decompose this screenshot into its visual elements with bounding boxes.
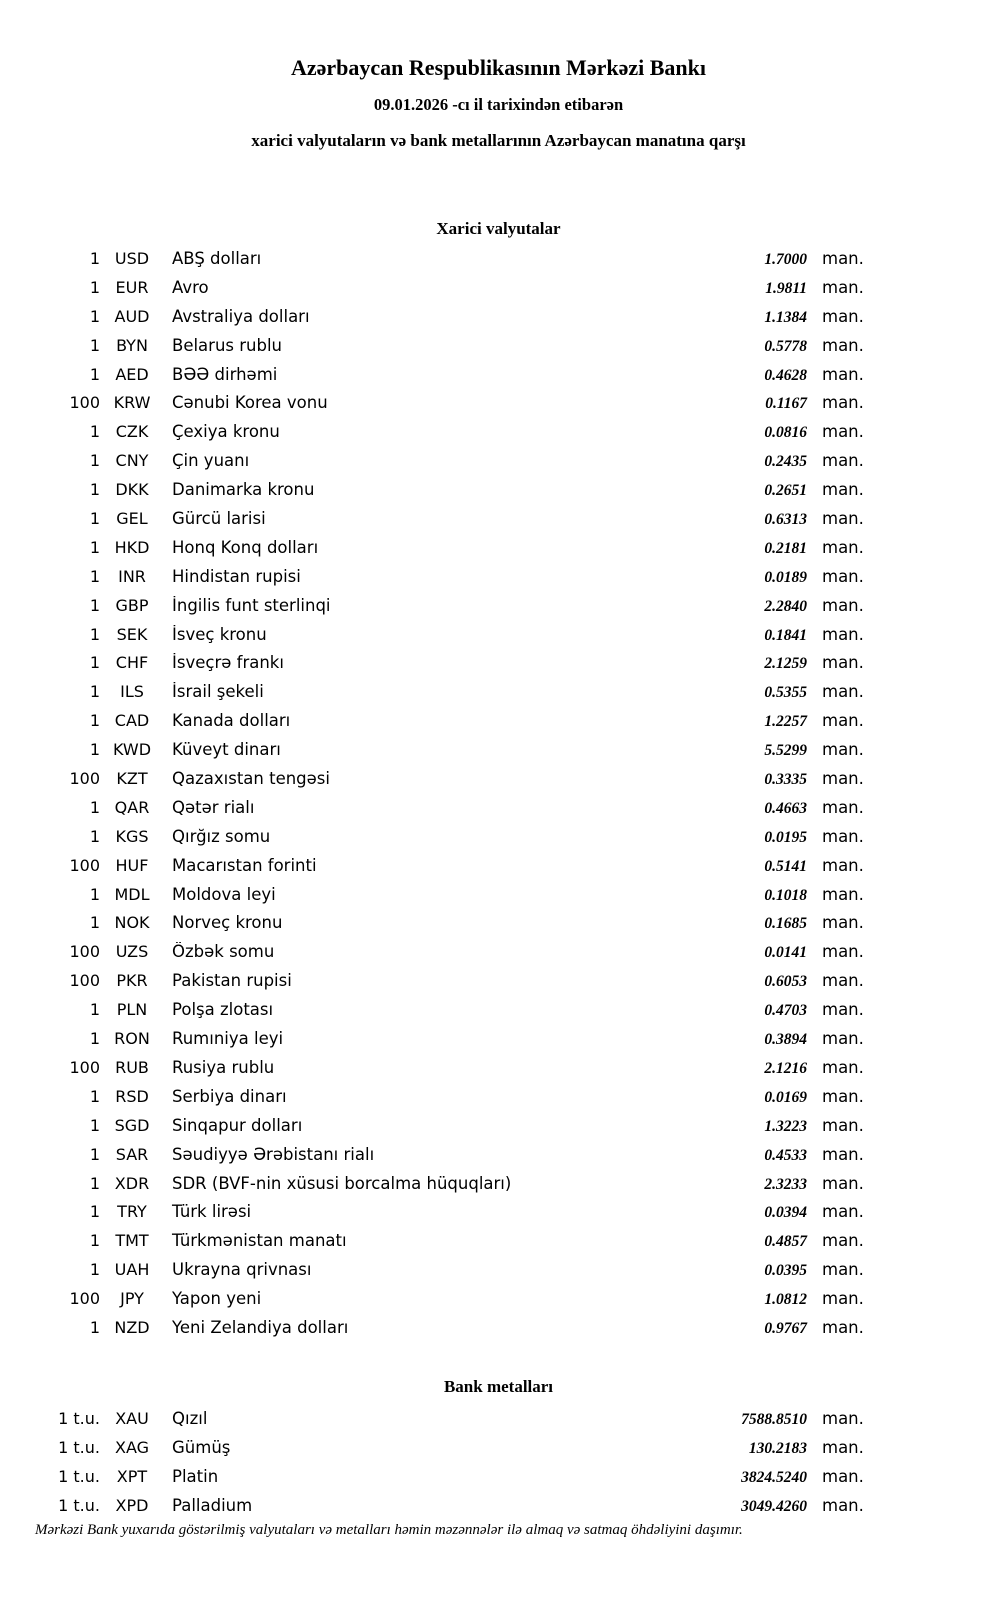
rate-value: 0.4703: [764, 1002, 807, 1020]
rate-row: [44, 1202, 888, 1231]
rate-value: 0.3335: [764, 771, 807, 789]
quantity: 1: [89, 797, 100, 817]
quantity: 1: [89, 653, 100, 673]
currency-code: RON: [114, 1029, 150, 1049]
quantity: 1 t.u.: [58, 1408, 100, 1428]
rate-row: [44, 1318, 888, 1347]
rate-row: [44, 1058, 888, 1087]
rate-value: 0.3894: [764, 1031, 807, 1049]
quantity: 100: [69, 769, 100, 789]
rate-row: [44, 278, 888, 307]
rate-row: [44, 249, 888, 278]
currency-name: Rumıniya leyi: [172, 1029, 284, 1049]
rate-value: 1.2257: [764, 713, 807, 731]
unit-label: man.: [822, 913, 864, 933]
rate-row: [44, 596, 888, 625]
currency-code: XAG: [114, 1437, 150, 1457]
currency-name: Gürcü larisi: [172, 509, 266, 529]
unit-label: man.: [822, 769, 864, 789]
currency-name: Kanada dolları: [172, 711, 291, 731]
rate-row: [44, 1409, 888, 1438]
unit-label: man.: [822, 566, 864, 586]
rate-row: [44, 480, 888, 509]
quantity: 1: [89, 1202, 100, 1222]
quantity: 1: [89, 335, 100, 355]
unit-label: man.: [822, 595, 864, 615]
page-subtitle: xarici valyutaların və bank metallarının Azərbaycan manatına qarşı: [251, 131, 746, 150]
quantity: 1: [89, 1115, 100, 1135]
currency-name: İsveçrə frankı: [172, 653, 284, 673]
rate-value: 2.2840: [764, 597, 807, 615]
quantity: 1: [89, 1317, 100, 1337]
currency-name: Çin yuanı: [172, 451, 250, 471]
rate-row: [44, 1260, 888, 1289]
currency-name: Rusiya rublu: [172, 1057, 275, 1077]
quantity: 100: [69, 971, 100, 991]
unit-label: man.: [822, 797, 864, 817]
unit-label: man.: [822, 249, 864, 268]
unit-label: man.: [822, 277, 864, 297]
rate-value: 0.5355: [764, 684, 807, 702]
currency-code: SGD: [114, 1115, 150, 1135]
currency-name: İngilis funt sterlinqi: [172, 595, 331, 615]
quantity: 1: [89, 1000, 100, 1020]
currency-name: İsveç kronu: [172, 624, 267, 644]
rate-row: [44, 1116, 888, 1145]
currency-name: ABŞ dolları: [172, 249, 262, 268]
quantity: 1 t.u.: [58, 1466, 100, 1486]
unit-label: man.: [822, 393, 864, 413]
currency-code: INR: [118, 566, 146, 586]
quantity: 1: [89, 884, 100, 904]
disclaimer-note: Mərkəzi Bank yuxarıda göstərilmiş valyutaları və metalları həmin məzənnələr ilə almaq və satmaq öhdəliyini daşımır.: [35, 1522, 743, 1538]
rate-value: 1.7000: [764, 251, 807, 268]
currency-name: Səudiyyə Ərəbistanı rialı: [172, 1144, 375, 1164]
unit-label: man.: [822, 306, 864, 326]
currency-code: GEL: [116, 509, 148, 529]
rate-value: 0.0195: [764, 828, 807, 846]
metals-section-title: Bank metalları: [443, 1376, 554, 1396]
unit-label: man.: [822, 509, 864, 529]
currencies-table: [44, 249, 888, 1347]
currency-name: Küveyt dinarı: [172, 740, 281, 760]
unit-label: man.: [822, 1144, 864, 1164]
currency-code: CAD: [114, 711, 150, 731]
quantity: 1: [89, 422, 100, 442]
rate-value: 0.2181: [764, 539, 807, 557]
rate-row: [44, 1467, 888, 1496]
rate-row: [44, 942, 888, 971]
quantity: 1: [89, 826, 100, 846]
unit-label: man.: [822, 740, 864, 760]
rate-value: 0.4663: [764, 799, 807, 817]
unit-label: man.: [822, 1086, 864, 1106]
currency-code: KRW: [113, 393, 151, 413]
rate-value: 1.0812: [764, 1291, 807, 1309]
unit-label: man.: [822, 537, 864, 557]
quantity: 100: [69, 942, 100, 962]
unit-label: man.: [822, 653, 864, 673]
currency-name: Qırğız somu: [172, 826, 271, 846]
currency-name: Türkmənistan manatı: [172, 1231, 347, 1251]
quantity: 100: [69, 1057, 100, 1077]
unit-label: man.: [822, 480, 864, 500]
rate-value: 0.1167: [765, 395, 807, 413]
currency-name: İsrail şekeli: [172, 682, 264, 702]
rate-value: 1.1384: [764, 308, 807, 326]
currency-code: HKD: [114, 537, 150, 557]
quantity: 100: [69, 855, 100, 875]
rate-row: [44, 885, 888, 914]
currency-name: Belarus rublu: [172, 335, 283, 355]
currency-code: NZD: [114, 1317, 150, 1337]
quantity: 1: [89, 740, 100, 760]
currency-code: UZS: [115, 942, 149, 962]
currency-name: Sinqapur dolları: [172, 1115, 303, 1135]
rate-value: 0.4857: [764, 1233, 807, 1251]
currency-code: CZK: [115, 422, 149, 442]
rate-value: 0.2435: [764, 453, 807, 471]
quantity: 1: [89, 682, 100, 702]
currency-code: AUD: [114, 306, 150, 326]
currency-name: Macarıstan forinti: [172, 855, 317, 875]
currency-name: Serbiya dinarı: [172, 1086, 287, 1106]
rate-value: 0.1841: [764, 626, 807, 644]
rate-value: 0.4628: [764, 366, 807, 384]
rate-row: [44, 393, 888, 422]
currency-code: GBP: [115, 595, 149, 615]
quantity: 1: [89, 624, 100, 644]
quantity: 1: [89, 537, 100, 557]
rate-value: 0.1685: [764, 915, 807, 933]
rate-value: 0.9767: [764, 1319, 807, 1337]
currency-name: Palladium: [172, 1495, 253, 1515]
quantity: 1: [89, 1260, 100, 1280]
rate-value: 0.0816: [764, 424, 807, 442]
rate-value: 0.6053: [764, 973, 807, 991]
currency-name: SDR (BVF-nin xüsusi borcalma hüquqları): [172, 1173, 512, 1193]
rate-row: [44, 336, 888, 365]
currency-name: Pakistan rupisi: [172, 971, 292, 991]
quantity: 1: [89, 595, 100, 615]
rate-value: 0.5141: [764, 857, 807, 875]
currency-name: Türk lirəsi: [172, 1202, 252, 1222]
metals-table: [44, 1409, 888, 1525]
currency-name: Avro: [172, 277, 209, 297]
currency-code: CNY: [115, 451, 149, 471]
currency-code: XDR: [114, 1173, 150, 1193]
unit-label: man.: [822, 711, 864, 731]
unit-label: man.: [822, 422, 864, 442]
currency-code: KWD: [112, 740, 152, 760]
rate-row: [44, 365, 888, 394]
rate-value: 0.0141: [764, 944, 807, 962]
currency-code: PKR: [116, 971, 148, 991]
rate-row: [44, 1496, 888, 1525]
rate-row: [44, 1145, 888, 1174]
rate-row: [44, 913, 888, 942]
currency-code: XAU: [115, 1408, 149, 1428]
rate-row: [44, 1289, 888, 1318]
currency-code: PLN: [116, 1000, 148, 1020]
quantity: 1: [89, 1086, 100, 1106]
unit-label: man.: [822, 884, 864, 904]
unit-label: man.: [822, 942, 864, 962]
currency-name: Cənubi Korea vonu: [172, 393, 328, 413]
currency-name: BƏƏ dirhəmi: [172, 364, 278, 384]
rate-row: [44, 509, 888, 538]
unit-label: man.: [822, 1029, 864, 1049]
currency-name: Platin: [172, 1466, 219, 1486]
currency-code: TRY: [117, 1202, 147, 1222]
quantity: 1 t.u.: [58, 1495, 100, 1515]
quantity: 1 t.u.: [58, 1437, 100, 1457]
currency-code: RSD: [115, 1086, 149, 1106]
quantity: 100: [69, 393, 100, 413]
currency-name: Avstraliya dolları: [172, 306, 310, 326]
currency-code: QAR: [114, 797, 150, 817]
rate-row: [44, 1000, 888, 1029]
unit-label: man.: [822, 1408, 864, 1428]
unit-label: man.: [822, 1202, 864, 1222]
unit-label: man.: [822, 826, 864, 846]
quantity: 1: [89, 1231, 100, 1251]
currency-name: Hindistan rupisi: [172, 566, 301, 586]
rate-row: [44, 1029, 888, 1058]
unit-label: man.: [822, 1289, 864, 1309]
currency-code: SEK: [116, 624, 148, 644]
quantity: 1: [89, 913, 100, 933]
quantity: 1: [89, 480, 100, 500]
rate-value: 5.5299: [764, 742, 807, 760]
quantity: 1: [89, 509, 100, 529]
rate-row: [44, 971, 888, 1000]
rate-value: 2.1259: [764, 655, 807, 673]
currency-code: JPY: [120, 1289, 144, 1309]
currency-code: AED: [115, 364, 149, 384]
currency-name: Gümüş: [172, 1437, 231, 1457]
rate-row: [44, 1087, 888, 1116]
currency-name: Moldova leyi: [172, 884, 276, 904]
quantity: 1: [89, 306, 100, 326]
rate-row: [44, 711, 888, 740]
currency-name: Özbək somu: [172, 942, 275, 962]
rate-value: 130.2183: [748, 1439, 807, 1457]
rate-value: 0.0394: [764, 1204, 807, 1222]
unit-label: man.: [822, 1466, 864, 1486]
currency-code: ILS: [120, 682, 144, 702]
currency-code: DKK: [115, 480, 149, 500]
rate-value: 3824.5240: [741, 1468, 807, 1486]
rate-row: [44, 798, 888, 827]
currency-name: Yeni Zelandiya dolları: [172, 1317, 349, 1337]
rate-value: 0.5778: [764, 337, 807, 355]
unit-label: man.: [822, 1495, 864, 1515]
effective-date-line: 09.01.2026 -cı il tarixindən etibarən: [373, 95, 624, 114]
rate-row: [44, 769, 888, 798]
unit-label: man.: [822, 451, 864, 471]
rate-row: [44, 653, 888, 682]
currency-code: MDL: [114, 884, 150, 904]
unit-label: man.: [822, 855, 864, 875]
rate-row: [44, 1174, 888, 1203]
currency-code: XPT: [116, 1466, 148, 1486]
unit-label: man.: [822, 1115, 864, 1135]
rate-row: [44, 422, 888, 451]
quantity: 1: [89, 1173, 100, 1193]
currencies-section-title: Xarici valyutalar: [436, 219, 561, 238]
rate-value: 1.3223: [764, 1117, 807, 1135]
currency-name: Yapon yeni: [172, 1289, 262, 1309]
rate-value: 0.2651: [764, 482, 807, 500]
rate-row: [44, 827, 888, 856]
rate-value: 0.0169: [764, 1088, 807, 1106]
unit-label: man.: [822, 1000, 864, 1020]
currency-name: Polşa zlotası: [172, 1000, 274, 1020]
unit-label: man.: [822, 624, 864, 644]
quantity: 100: [69, 1289, 100, 1309]
currency-code: KGS: [115, 826, 149, 846]
rate-row: [44, 1438, 888, 1467]
quantity: 1: [89, 277, 100, 297]
currency-code: RUB: [115, 1057, 149, 1077]
currency-code: USD: [114, 249, 150, 268]
currency-code: CHF: [115, 653, 149, 673]
currency-name: Danimarka kronu: [172, 480, 315, 500]
unit-label: man.: [822, 682, 864, 702]
unit-label: man.: [822, 1173, 864, 1193]
quantity: 1: [89, 364, 100, 384]
rate-value: 0.0189: [764, 568, 807, 586]
unit-label: man.: [822, 1317, 864, 1337]
unit-label: man.: [822, 335, 864, 355]
quantity: 1: [89, 566, 100, 586]
rate-value: 2.3233: [764, 1175, 807, 1193]
rate-row: [44, 682, 888, 711]
page-title: Azərbaycan Respublikasının Mərkəzi Bankı: [291, 55, 706, 80]
currency-name: Norveç kronu: [172, 913, 283, 933]
rate-value: 2.1216: [764, 1059, 807, 1077]
currency-name: Qazaxıstan tengəsi: [172, 769, 330, 789]
currency-name: Qızıl: [172, 1408, 208, 1428]
currency-code: EUR: [115, 277, 149, 297]
rate-row: [44, 307, 888, 336]
unit-label: man.: [822, 1260, 864, 1280]
rate-row: [44, 538, 888, 567]
unit-label: man.: [822, 1057, 864, 1077]
currency-code: XPD: [115, 1495, 149, 1515]
quantity: 1: [89, 711, 100, 731]
currency-code: SAR: [115, 1144, 149, 1164]
currency-name: Ukrayna qrivnası: [172, 1260, 312, 1280]
unit-label: man.: [822, 971, 864, 991]
rate-value: 0.1018: [764, 886, 807, 904]
rate-value: 7588.8510: [741, 1410, 807, 1428]
currency-name: Çexiya kronu: [172, 422, 280, 442]
currency-code: NOK: [114, 913, 150, 933]
rate-row: [44, 625, 888, 654]
rate-value: 0.0395: [764, 1262, 807, 1280]
rate-row: [44, 1231, 888, 1260]
unit-label: man.: [822, 364, 864, 384]
rate-value: 0.6313: [764, 511, 807, 529]
rate-row: [44, 740, 888, 769]
quantity: 1: [89, 1144, 100, 1164]
quantity: 1: [89, 249, 100, 268]
currency-code: HUF: [115, 855, 149, 875]
currency-code: BYN: [116, 335, 148, 355]
rate-row: [44, 451, 888, 480]
rate-value: 3049.4260: [741, 1497, 807, 1515]
currency-code: UAH: [114, 1260, 150, 1280]
rate-value: 1.9811: [765, 279, 807, 297]
currency-code: TMT: [115, 1231, 149, 1251]
currency-code: KZT: [116, 769, 148, 789]
rate-row: [44, 567, 888, 596]
unit-label: man.: [822, 1231, 864, 1251]
currency-name: Qətər rialı: [172, 797, 255, 817]
quantity: 1: [89, 451, 100, 471]
unit-label: man.: [822, 1437, 864, 1457]
quantity: 1: [89, 1029, 100, 1049]
rate-row: [44, 856, 888, 885]
rate-value: 0.4533: [764, 1146, 807, 1164]
currency-name: Honq Konq dolları: [172, 537, 319, 557]
